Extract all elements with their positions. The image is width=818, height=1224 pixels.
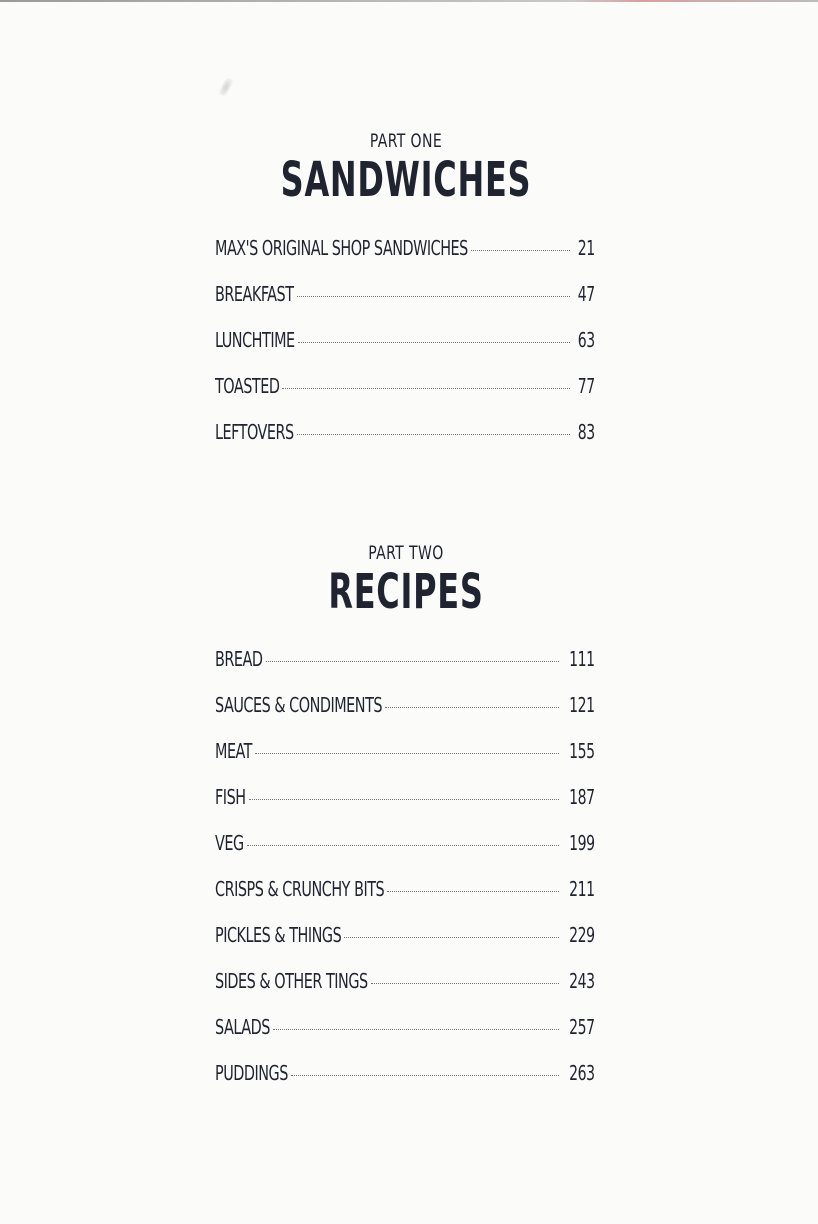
part-one-toc [215,236,595,466]
dot-leader [266,661,560,662]
toc-entry-title: SALADS [215,1015,270,1039]
toc-entry-page: 121 [569,693,595,717]
toc-entry[interactable] [215,647,595,693]
toc-entry-title: TOASTED [215,374,280,398]
part-two-title: RECIPES [328,564,484,620]
dot-leader [249,799,560,800]
toc-entry-title: SIDES & OTHER TINGS [215,969,368,993]
toc-entry[interactable] [215,785,595,831]
toc-entry-title: SAUCES & CONDIMENTS [215,693,383,717]
toc-entry-page: 111 [569,647,595,671]
toc-entry-page: 257 [569,1015,595,1039]
toc-entry[interactable] [215,923,595,969]
toc-entry-title: FISH [215,785,246,809]
toc-entry[interactable] [215,739,595,785]
toc-entry-page: 187 [569,785,595,809]
dot-leader [291,1075,560,1076]
dot-leader [297,296,571,297]
dot-leader [385,707,559,708]
dot-leader [255,753,559,754]
dot-leader [298,342,571,343]
toc-entry-title: PUDDINGS [215,1061,288,1085]
dot-leader [247,845,560,846]
paper-speck [218,77,234,97]
toc-entry-title: BREAD [215,647,263,671]
toc-entry-title: VEG [215,831,244,855]
toc-entry[interactable] [215,282,595,328]
toc-entry-title: LUNCHTIME [215,328,295,352]
toc-entry-title: PICKLES & THINGS [215,923,342,947]
toc-entry-page: 199 [569,831,595,855]
top-edge-rule [0,0,818,2]
toc-entry[interactable] [215,877,595,923]
dot-leader [282,388,570,389]
toc-entry[interactable] [215,1015,595,1061]
toc-entry-title: LEFTOVERS [215,420,294,444]
toc-entry-page: 211 [569,877,595,901]
toc-entry-title: MEAT [215,739,252,763]
toc-entry-title: CRISPS & CRUNCHY BITS [215,877,385,901]
part-one-label: PART ONE [369,130,443,152]
toc-entry-page: 47 [578,282,595,306]
toc-entry[interactable] [215,328,595,374]
dot-leader [273,1029,560,1030]
dot-leader [371,983,560,984]
part-two-label: PART TWO [368,542,444,564]
toc-entry[interactable] [215,236,595,282]
toc-entry[interactable] [215,420,595,466]
part-one-section [0,130,818,208]
toc-entry-page: 77 [578,374,595,398]
toc-entry-page: 83 [578,420,595,444]
part-two-section [0,542,818,620]
dot-leader [471,250,570,251]
dot-leader [297,434,571,435]
dot-leader [344,937,559,938]
part-one-title: SANDWICHES [280,152,532,208]
toc-entry-page: 263 [569,1061,595,1085]
toc-entry-page: 229 [569,923,595,947]
toc-entry-title: MAX'S ORIGINAL SHOP SANDWICHES [215,236,468,260]
toc-entry[interactable] [215,969,595,1015]
toc-entry[interactable] [215,1061,595,1107]
part-two-toc [215,647,595,1107]
toc-entry-page: 21 [578,236,595,260]
toc-entry[interactable] [215,831,595,877]
toc-entry[interactable] [215,693,595,739]
toc-entry[interactable] [215,374,595,420]
toc-entry-page: 155 [569,739,595,763]
dot-leader [387,891,559,892]
toc-entry-page: 63 [578,328,595,352]
toc-entry-page: 243 [569,969,595,993]
toc-entry-title: BREAKFAST [215,282,294,306]
